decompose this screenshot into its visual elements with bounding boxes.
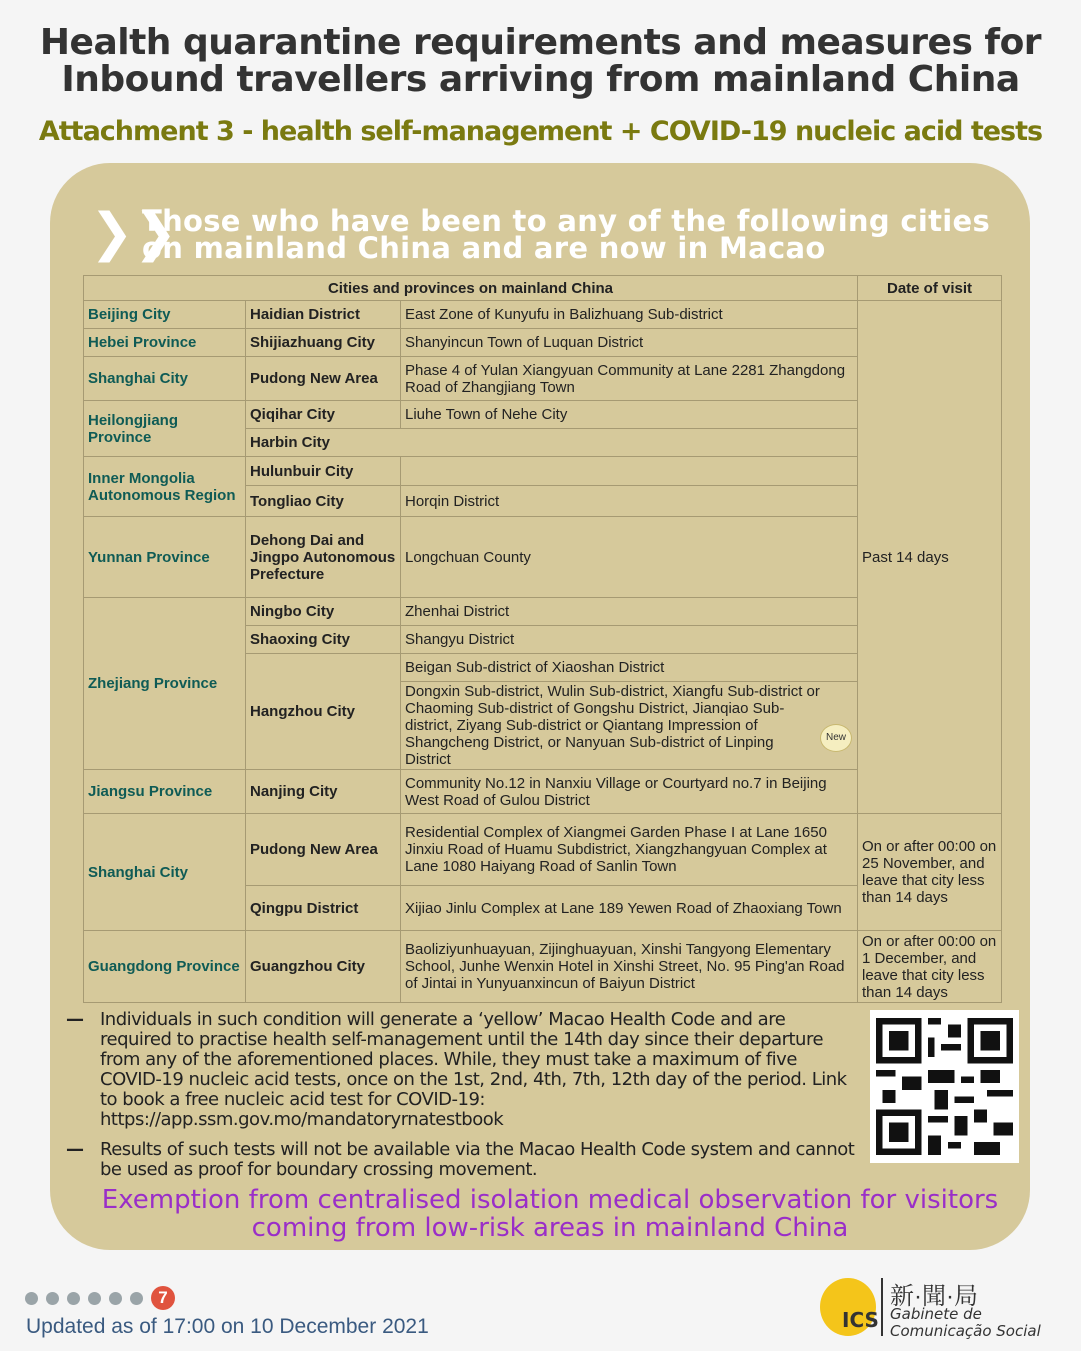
detail-cell: Shangyu District (401, 626, 858, 654)
date-cell: On or after 00:00 on 1 December, and leave that city less than 14 days (858, 931, 1002, 1003)
detail-cell: Liuhe Town of Nehe City (401, 401, 858, 429)
table-row (84, 931, 1002, 1003)
detail-cell: East Zone of Kunyufu in Balizhuang Sub-district (401, 301, 858, 329)
page-title: Health quarantine requirements and measures for Inbound travellers arriving from mainland China (39, 22, 1042, 100)
city-cell: Pudong New Area (246, 357, 401, 401)
qr-code-icon (876, 1016, 1013, 1157)
province-cell: Beijing City (84, 301, 246, 329)
logo-divider (881, 1278, 883, 1336)
province-cell: Shanghai City (84, 814, 246, 931)
column-header: Cities and provinces on mainland China (84, 276, 858, 301)
detail-cell: Community No.12 in Nanxiu Village or Courtyard no.7 in Beijing West Road of Gulou District (401, 770, 858, 814)
city-cell: Shaoxing City (246, 626, 401, 654)
detail-cell: Zhenhai District (401, 598, 858, 626)
updated-timestamp: Updated as of 17:00 on 10 December 2021 (26, 1315, 429, 1338)
detail-cell: Longchuan County (401, 517, 858, 598)
note-text: Individuals in such condition will generate a ‘yellow’ Macao Health Code and are required to practise health self-management until the 14th day since their departure from any of the aforementioned places. While, they must take a maximum of five COVID-19 nucleic acid tests, once on the 1st, 2nd, 4th, 7th, 12th day of the period. Link to book a free nucleic acid test for COVID-19: https://app.ssm.gov.mo/mandatoryrnatestbook (100, 1009, 847, 1130)
page-subtitle: Attachment 3 - health self-management + COVID-19 nucleic acid tests (38, 116, 1043, 147)
detail-cell: Phase 4 of Yulan Xiangyuan Community at Lane 2281 Zhangdong Road of Zhangjiang Town (401, 357, 858, 401)
note-item (66, 1140, 856, 1180)
notes (66, 1010, 856, 1190)
table-row (84, 814, 1002, 886)
new-badge: New (820, 724, 852, 752)
province-cell: Yunnan Province (84, 517, 246, 598)
province-cell: Hebei Province (84, 329, 246, 357)
date-cell: Past 14 days (858, 301, 1002, 814)
city-cell: Qiqihar City (246, 401, 401, 429)
province-cell: Inner Mongolia Autonomous Region (84, 457, 246, 517)
province-cell: Guangdong Province (84, 931, 246, 1003)
city-cell: Harbin City (246, 429, 858, 457)
city-cell: Hulunbuir City (246, 457, 401, 486)
detail-cell: Beigan Sub-district of Xiaoshan District (401, 654, 858, 682)
city-cell: Haidian District (246, 301, 401, 329)
city-cell: Nanjing City (246, 770, 401, 814)
detail-cell: Dongxin Sub-district, Wulin Sub-district, Xiangfu Sub-district or Chaoming Sub-district of Gongshu District, Jianqiao Sub-district, Ziyang Sub-district or Qiantang Impression of Shangcheng District, or Nanyuan Sub-district of Linping District (401, 682, 858, 770)
logo-chinese-name: 新·聞·局 (890, 1283, 978, 1310)
page-dot[interactable] (109, 1292, 122, 1305)
city-cell: Qingpu District (246, 886, 401, 931)
note-text: Results of such tests will not be available via the Macao Health Code system and cannot be used as proof for boundary crossing movement. (100, 1139, 855, 1180)
city-cell: Shijiazhuang City (246, 329, 401, 357)
detail-cell: Xijiao Jinlu Complex at Lane 189 Yewen Road of Zhaoxiang Town (401, 886, 858, 931)
province-cell: Zhejiang Province (84, 598, 246, 770)
province-cell: Heilongjiang Province (84, 401, 246, 457)
date-cell: On or after 00:00 on 25 November, and leave that city less than 14 days (858, 814, 1002, 931)
logo-abbr: ICS (842, 1308, 879, 1332)
city-cell: Dehong Dai and Jingpo Autonomous Prefecture (246, 517, 401, 598)
city-cell: Guangzhou City (246, 931, 401, 1003)
column-header: Date of visit (858, 276, 1002, 301)
page-dot[interactable] (46, 1292, 59, 1305)
detail-cell (401, 457, 858, 486)
city-cell: Ningbo City (246, 598, 401, 626)
section-heading-text: Those who have been to any of the following cities on mainland China and are now in Macao (142, 204, 990, 265)
table-row (84, 301, 1002, 329)
page-dot[interactable] (25, 1292, 38, 1305)
note-item (66, 1010, 856, 1130)
exemption-link[interactable]: Exemption from centralised isolation medical observation for visitors coming from low-risk areas in mainland China (101, 1185, 999, 1243)
page-dot[interactable] (88, 1292, 101, 1305)
city-cell: Hangzhou City (246, 654, 401, 770)
locations-table (83, 275, 1002, 1003)
logo-portuguese-name: Gabinete de Comunicação Social (890, 1305, 1041, 1340)
page-dot[interactable] (67, 1292, 80, 1305)
city-cell: Tongliao City (246, 486, 401, 517)
detail-cell: Residential Complex of Xiangmei Garden Phase I at Lane 1650 Jinxiu Road of Huamu Subdistrict, Xiangzhangyuan Complex at Lane 1080 Haiyang Road of Sanlin Town (401, 814, 858, 886)
page-indicator (25, 1286, 175, 1310)
province-cell: Shanghai City (84, 357, 246, 401)
detail-cell: Horqin District (401, 486, 858, 517)
city-cell: Pudong New Area (246, 814, 401, 886)
double-chevron-icon: ❯❯ (90, 203, 178, 263)
detail-cell: Baoliziyunhuayuan, Zijinghuayuan, Xinshi Tangyong Elementary School, Junhe Wenxin Hotel in Xinshi Street, No. 95 Ping'an Road of Jintai in Yunyuanxincun of Baiyun District (401, 931, 858, 1003)
page-dot[interactable] (130, 1292, 143, 1305)
qr-code[interactable] (870, 1010, 1019, 1163)
province-cell: Jiangsu Province (84, 770, 246, 814)
gcs-logo (790, 1272, 1060, 1342)
dash-icon: — (66, 1139, 84, 1160)
dash-icon: — (66, 1009, 84, 1030)
detail-cell: Shanyincun Town of Luquan District (401, 329, 858, 357)
current-page-badge: 7 (151, 1286, 175, 1310)
